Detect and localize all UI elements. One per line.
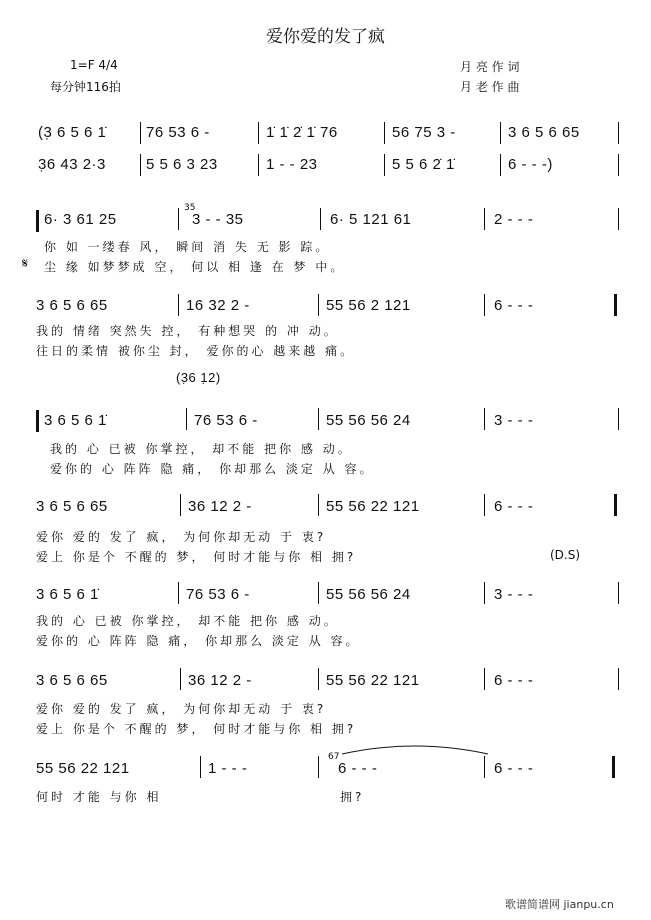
barline [318, 668, 319, 690]
measure: 3 6 5 6 1̇ [36, 586, 99, 603]
measure: 6 - - - [494, 672, 534, 689]
measure: 55 56 56 24 [326, 586, 411, 603]
lyrics-line: 尘 缘 如梦梦成 空， 何以 相 逢 在 梦 中。 [44, 260, 346, 274]
measure: 5 5 6 2̇ 1̇ [392, 156, 455, 173]
repeat-start [36, 210, 39, 232]
barline [384, 122, 385, 144]
site-watermark: 歌谱简谱网 jianpu.cn [505, 898, 614, 911]
page-title: 爱你爱的发了疯 [266, 27, 385, 47]
measure: 6 - - - [494, 297, 534, 314]
barline [178, 294, 179, 316]
dal-segno: (D.S) [550, 548, 581, 562]
barline [178, 208, 179, 230]
measure: 76 53 6 - [146, 124, 210, 141]
tie-arc [340, 742, 490, 756]
tempo: 每分钟116拍 [50, 80, 121, 94]
barline [618, 154, 619, 176]
measure: 55 56 22 121 [36, 760, 130, 777]
barline [258, 154, 259, 176]
barline [618, 122, 619, 144]
barline [318, 494, 319, 516]
measure: 55 56 22 121 [326, 498, 420, 515]
measure: 55 56 22 121 [326, 672, 420, 689]
barline [618, 582, 619, 604]
lyrics-line: 拥? [340, 790, 365, 804]
barline [180, 668, 181, 690]
grace-note: 67 [328, 752, 340, 762]
barline [140, 154, 141, 176]
barline [618, 408, 619, 430]
barline [484, 408, 485, 430]
grace-note: 35 [184, 203, 196, 213]
measure: 6· 5 121 61 [330, 211, 412, 228]
measure: 6 - - - [338, 760, 378, 777]
composer: 月 老 作 曲 [460, 80, 520, 94]
final-barline [612, 756, 615, 778]
measure: 3 - - - [494, 586, 534, 603]
barline [384, 154, 385, 176]
measure: 3 - - 35 [192, 211, 244, 228]
measure: (3̣ 6 5 6 1̇ [38, 124, 107, 141]
segno-icon: 𝄋 [22, 256, 29, 272]
barline [140, 122, 141, 144]
barline [484, 208, 485, 230]
lyrics-line: 我的 情绪 突然失 控， 有种想哭 的 冲 动。 [36, 324, 339, 338]
repeat-end [614, 494, 617, 516]
measure: 6 - - - [494, 498, 534, 515]
key-signature: 1=F 4/4 [70, 58, 118, 72]
measure: 36 12 2 - [188, 672, 252, 689]
measure: 3 6 5 6 65 [508, 124, 580, 141]
measure: 3 6 5 6 65 [36, 297, 108, 314]
measure: 3 - - - [494, 412, 534, 429]
measure: 3 6 5 6 1̇ [44, 412, 107, 429]
barline [484, 494, 485, 516]
lyrics-line: 爱上 你是个 不醒的 梦， 何时才能与你 相 拥? [36, 550, 357, 564]
barline [318, 408, 319, 430]
measure: 6· 3 61 25 [44, 211, 117, 228]
measure: 3 6 5 6 65 [36, 672, 108, 689]
barline [318, 294, 319, 316]
barline [618, 668, 619, 690]
measure: 5 5 6 3 23 [146, 156, 218, 173]
repeat-start [36, 410, 39, 432]
lyrics-line: 你 如 一缕春 风， 瞬间 消 失 无 影 踪。 [44, 240, 331, 254]
barline [500, 154, 501, 176]
measure: 3 6 5 6 65 [36, 498, 108, 515]
measure: 55 56 56 24 [326, 412, 411, 429]
lyrics-line: 我的 心 已被 你掌控， 却不能 把你 感 动。 [50, 442, 353, 456]
measure: 3̣6 43 2·3 [38, 156, 106, 173]
measure: 56 75 3 - [392, 124, 456, 141]
measure: 76 53 6 - [186, 586, 250, 603]
measure: 6 - - - [494, 760, 534, 777]
barline [180, 494, 181, 516]
barline [258, 122, 259, 144]
repeat-end [614, 294, 617, 316]
measure: 1̇ 1̇ 2̇ 1̇ 76 [266, 124, 338, 141]
alternate-notes: (3̣6 1̣2) [176, 370, 221, 385]
lyrics-line: 我的 心 已被 你掌控， 却不能 把你 感 动。 [36, 614, 339, 628]
measure: 76 53 6 - [194, 412, 258, 429]
lyrics-line: 爱你 爱的 发了 疯， 为何你却无动 于 衷? [36, 702, 327, 716]
barline [178, 582, 179, 604]
measure: 1 - - - [208, 760, 248, 777]
barline [200, 756, 201, 778]
barline [484, 756, 485, 778]
lyrics-line: 何时 才能 与你 相 [36, 790, 162, 804]
barline [318, 756, 319, 778]
barline [318, 582, 319, 604]
lyrics-line: 爱你的 心 阵阵 隐 痛， 你却那么 淡定 从 容。 [36, 634, 361, 648]
measure: 55 56 2 121 [326, 297, 411, 314]
measure: 2 - - - [494, 211, 534, 228]
measure: 16 32 2 - [186, 297, 250, 314]
lyrics-line: 爱你 爱的 发了 疯， 为何你却无动 于 衷? [36, 530, 327, 544]
lyricist: 月 亮 作 词 [460, 60, 520, 74]
barline [186, 408, 187, 430]
lyrics-line: 往日的柔情 被你尘 封， 爱你的心 越来越 痛。 [36, 344, 356, 358]
measure: 36 12 2 - [188, 498, 252, 515]
measure: 6 - - -) [508, 156, 553, 173]
barline [484, 294, 485, 316]
barline [500, 122, 501, 144]
barline [320, 208, 321, 230]
barline [484, 582, 485, 604]
barline [618, 208, 619, 230]
barline [484, 668, 485, 690]
lyrics-line: 爱你的 心 阵阵 隐 痛， 你却那么 淡定 从 容。 [50, 462, 375, 476]
lyrics-line: 爱上 你是个 不醒的 梦， 何时才能与你 相 拥? [36, 722, 357, 736]
measure: 1 - - 23 [266, 156, 318, 173]
